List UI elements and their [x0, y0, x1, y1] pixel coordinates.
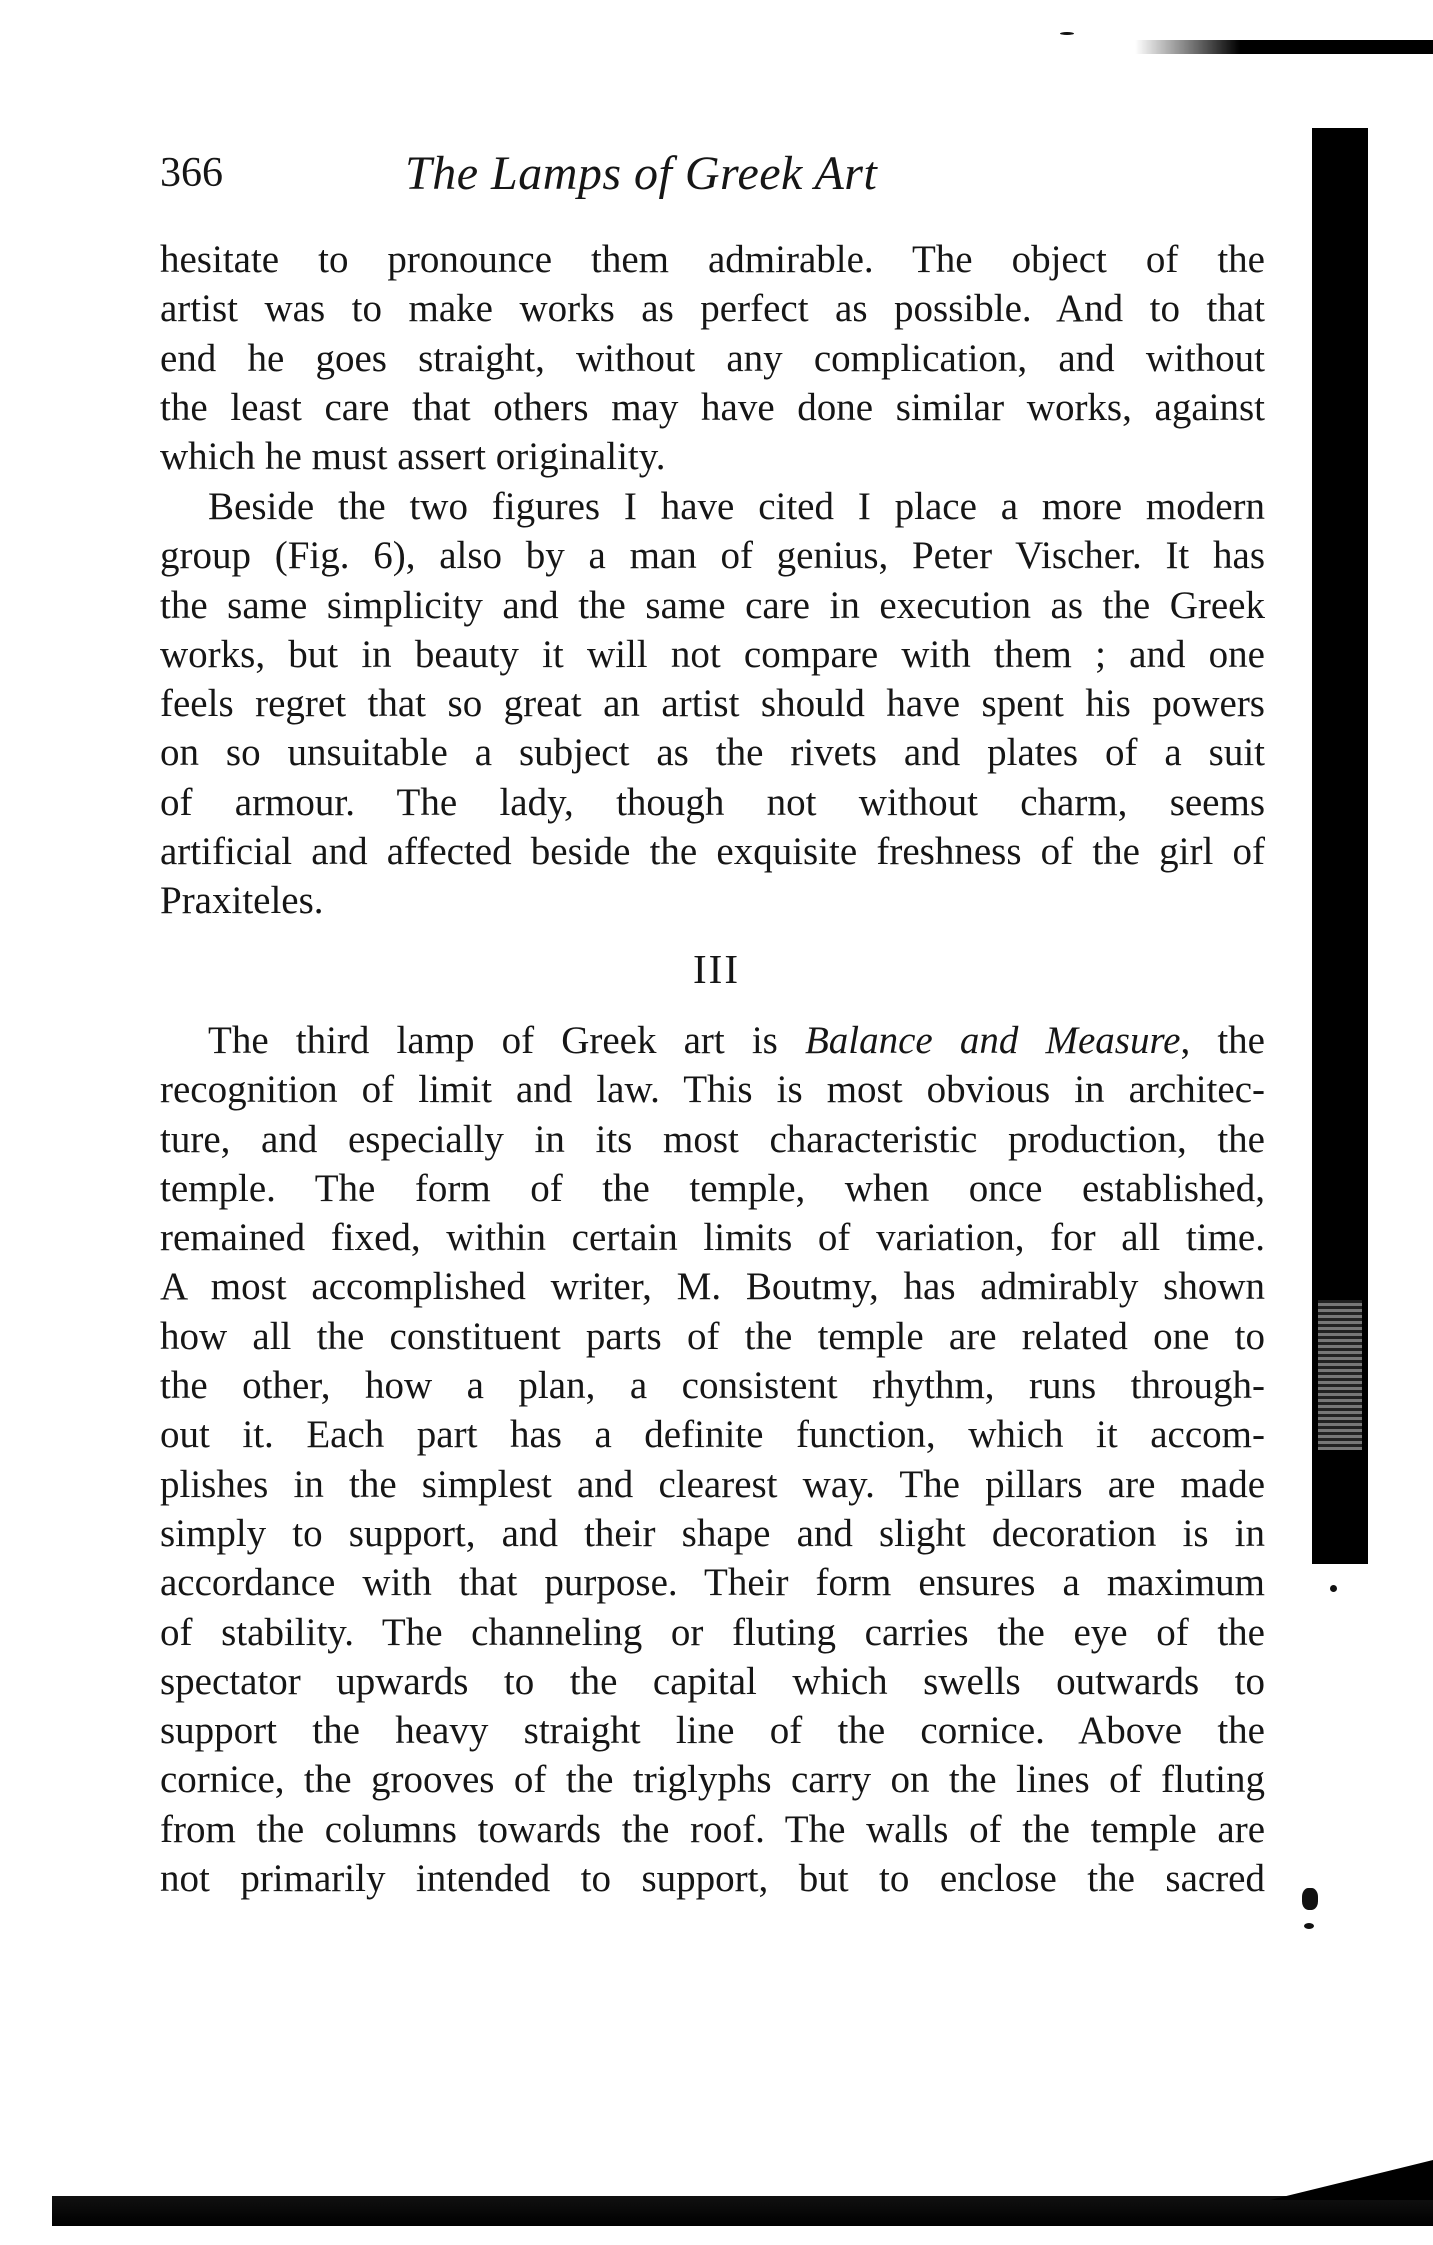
text-line: the other, how a plan, a consistent rhythm, runs through-	[160, 1364, 1265, 1408]
text-line: support the heavy straight line of the cornice. Above the	[160, 1709, 1265, 1753]
text-line: remained fixed, within certain limits of variation, for all time.	[160, 1216, 1265, 1260]
text-line: how all the constituent parts of the temple are related one to	[160, 1314, 1265, 1358]
text-line: hesitate to pronounce them admirable. The object of the	[160, 238, 1265, 281]
text-line: feels regret that so great an artist should have spent his powers	[160, 682, 1265, 726]
scan-speck	[1330, 1585, 1337, 1592]
text-line: accordance with that purpose. Their form ensures a maximum	[160, 1561, 1265, 1605]
text-line: A most accomplished writer, M. Boutmy, has admirably shown	[160, 1265, 1265, 1309]
text-line: not primarily intended to support, but to enclose the sacred	[160, 1857, 1265, 1901]
paragraph-vischer	[160, 482, 1265, 926]
text-line: the least care that others may have done similar works, against	[160, 385, 1265, 429]
text-line: out it. Each part has a definite function, which it accom-	[160, 1413, 1265, 1457]
scan-speck	[1304, 1923, 1314, 1929]
running-title: The Lamps of Greek Art	[405, 147, 878, 200]
emphasis-balance-and-measure: Balance and Measure	[804, 1019, 1181, 1062]
text-line: temple. The form of the temple, when once established,	[160, 1166, 1265, 1210]
text-line: Beside the two figures I have cited I place a more modern	[208, 485, 1265, 528]
text-run: , the	[1180, 1019, 1265, 1062]
text-line: simply to support, and their shape and slight decoration is in	[160, 1511, 1265, 1555]
scan-edge-right-fade	[1318, 1300, 1362, 1450]
text-line: Praxiteles.	[160, 879, 324, 923]
section-heading: III	[693, 946, 740, 992]
text-line: from the columns towards the roof. The walls of the temple are	[160, 1807, 1265, 1851]
text-line: the same simplicity and the same care in execution as the Greek	[160, 583, 1265, 627]
scan-speck	[1060, 32, 1074, 35]
scan-edge-bottom	[52, 2196, 1433, 2226]
text-line	[160, 1016, 1265, 1065]
scan-speck	[1302, 1888, 1318, 1910]
text-line: on so unsuitable a subject as the rivets and plates of a suit	[160, 731, 1265, 775]
text-line: end he goes straight, without any complication, and without	[160, 336, 1265, 380]
text-run: The third lamp of Greek art is	[208, 1019, 805, 1062]
scan-edge-bottom-tail	[1270, 2160, 1433, 2200]
scan-edge-top	[1135, 40, 1433, 54]
text-line: cornice, the grooves of the triglyphs carry on the lines of fluting	[160, 1758, 1265, 1802]
text-line: spectator upwards to the capital which swells outwards to	[160, 1659, 1265, 1703]
text-line: artificial and affected beside the exquisite freshness of the girl of	[160, 830, 1265, 874]
text-line: of stability. The channeling or fluting carries the eye of the	[160, 1610, 1265, 1654]
text-line: of armour. The lady, though not without charm, seems	[160, 780, 1265, 824]
text-line: recognition of limit and law. This is most obvious in architec-	[160, 1068, 1265, 1112]
text-line: group (Fig. 6), also by a man of genius, Peter Vischer. It has	[160, 534, 1265, 578]
paragraph-section-iii	[160, 1016, 1265, 1903]
text-line: artist was to make works as perfect as possible. And to that	[160, 287, 1265, 331]
paragraph-continued	[160, 235, 1265, 481]
text-line: plishes in the simplest and clearest way. The pillars are made	[160, 1462, 1265, 1506]
text-line: which he must assert originality.	[160, 435, 666, 479]
text-line: ture, and especially in its most characteristic production, the	[160, 1117, 1265, 1161]
page-number: 366	[160, 150, 223, 196]
text-line: works, but in beauty it will not compare with them ; and one	[160, 632, 1265, 676]
